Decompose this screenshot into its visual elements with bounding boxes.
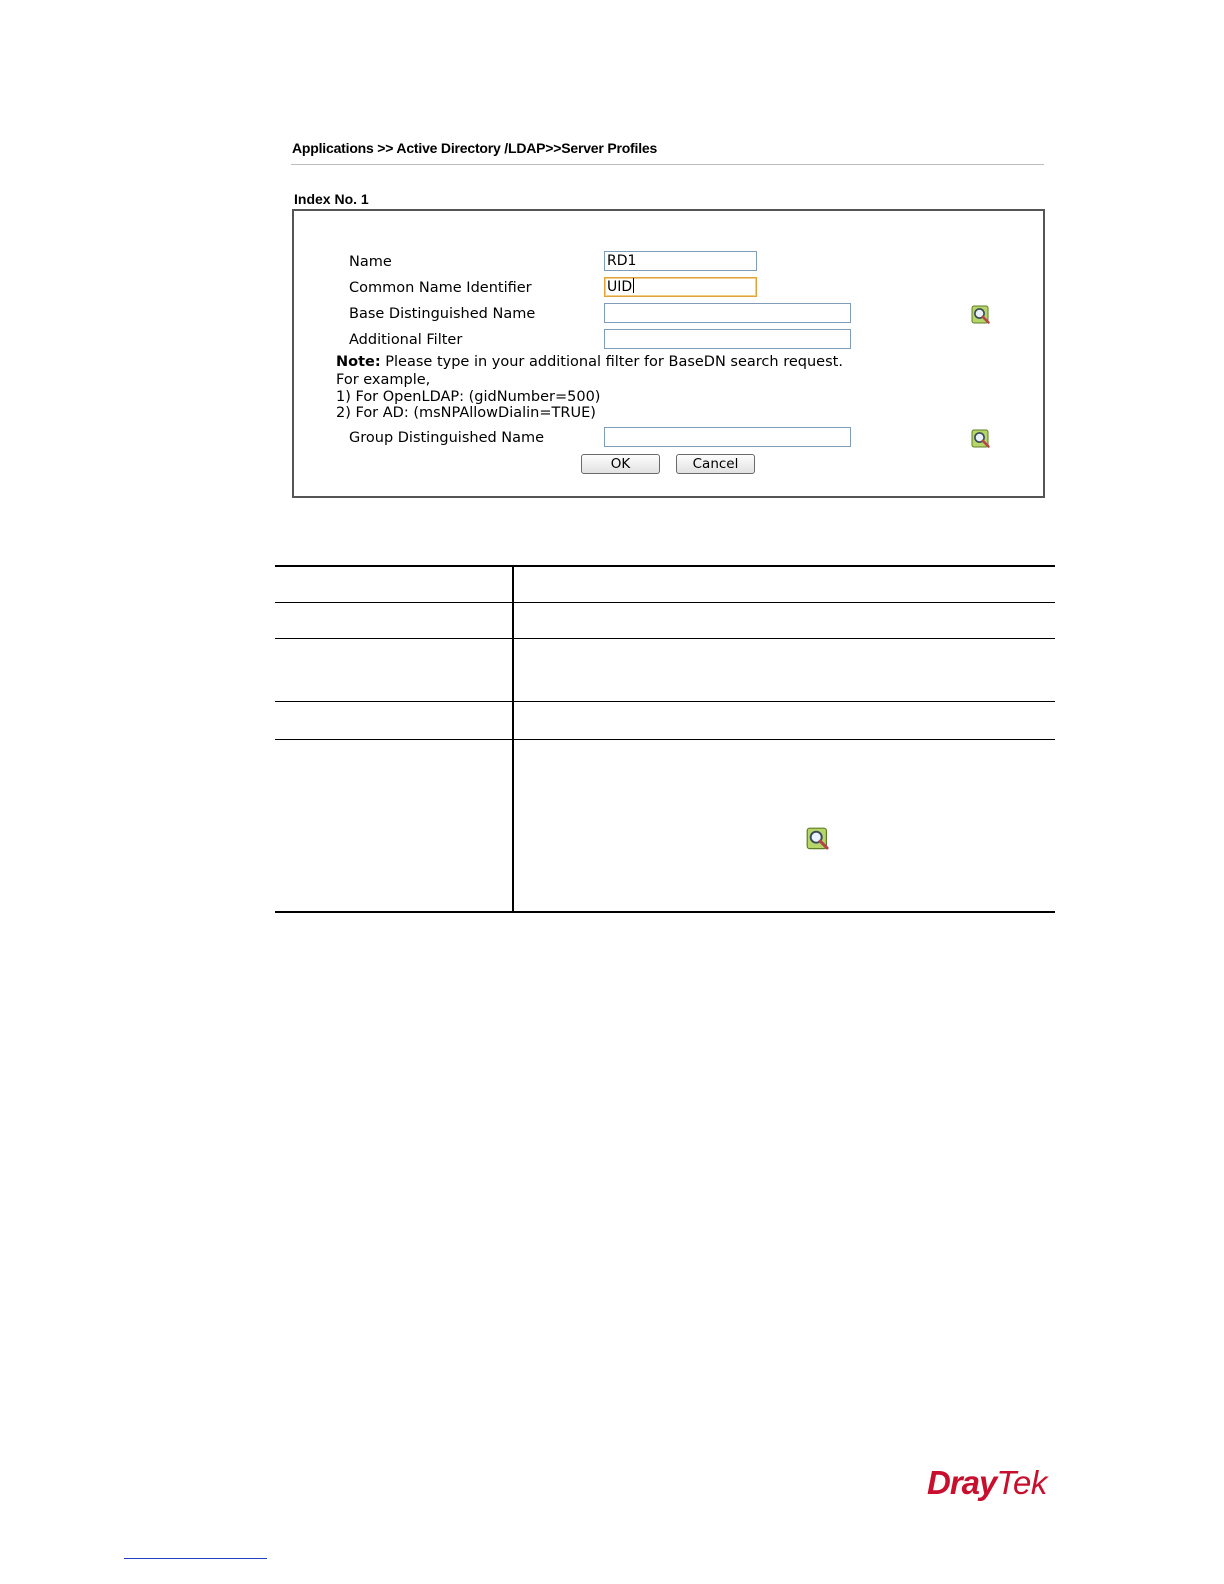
cancel-button[interactable]: Cancel xyxy=(676,454,755,474)
group-dn-search-icon[interactable] xyxy=(971,429,991,449)
table-row-divider xyxy=(275,701,1055,702)
note-text: Please type in your additional filter for BaseDN search request. xyxy=(380,354,843,370)
draytek-logo xyxy=(927,1464,1047,1502)
ok-button[interactable]: OK xyxy=(581,454,660,474)
base-dn-search-icon[interactable] xyxy=(971,305,991,325)
table-row-divider xyxy=(275,602,1055,603)
note-example-openldap: 1) For OpenLDAP: (gidNumber=500) xyxy=(336,389,601,405)
breadcrumb-divider xyxy=(291,164,1044,165)
common-name-identifier-label: Common Name Identifier xyxy=(349,280,532,296)
table-row-divider xyxy=(275,638,1055,639)
group-dn-input[interactable] xyxy=(604,427,851,447)
additional-filter-input[interactable] xyxy=(604,329,851,349)
logo-part-dray: Dray xyxy=(927,1464,997,1501)
table-bottom-border xyxy=(275,911,1055,913)
base-dn-input[interactable] xyxy=(604,303,851,323)
table-search-icon xyxy=(806,827,830,851)
breadcrumb: Applications >> Active Directory /LDAP>>Server Profiles xyxy=(292,140,658,156)
name-input-value: RD1 xyxy=(607,253,637,269)
group-dn-label: Group Distinguished Name xyxy=(349,430,545,446)
name-input[interactable] xyxy=(604,251,757,271)
footer-link-underline xyxy=(124,1558,267,1559)
filter-note xyxy=(336,354,843,371)
index-label: Index No. 1 xyxy=(294,191,369,207)
common-name-identifier-input[interactable] xyxy=(604,277,757,297)
logo-part-tek: Tek xyxy=(996,1464,1047,1501)
table-top-border xyxy=(275,565,1055,567)
note-example-ad: 2) For AD: (msNPAllowDialin=TRUE) xyxy=(336,405,596,421)
base-dn-label: Base Distinguished Name xyxy=(349,306,536,322)
common-name-identifier-value: UID xyxy=(607,279,633,295)
name-label: Name xyxy=(349,254,392,270)
note-prefix: Note: xyxy=(336,354,381,370)
note-example: For example, xyxy=(336,372,431,388)
table-row-divider xyxy=(275,739,1055,740)
additional-filter-label: Additional Filter xyxy=(349,332,463,348)
text-caret xyxy=(633,278,634,293)
